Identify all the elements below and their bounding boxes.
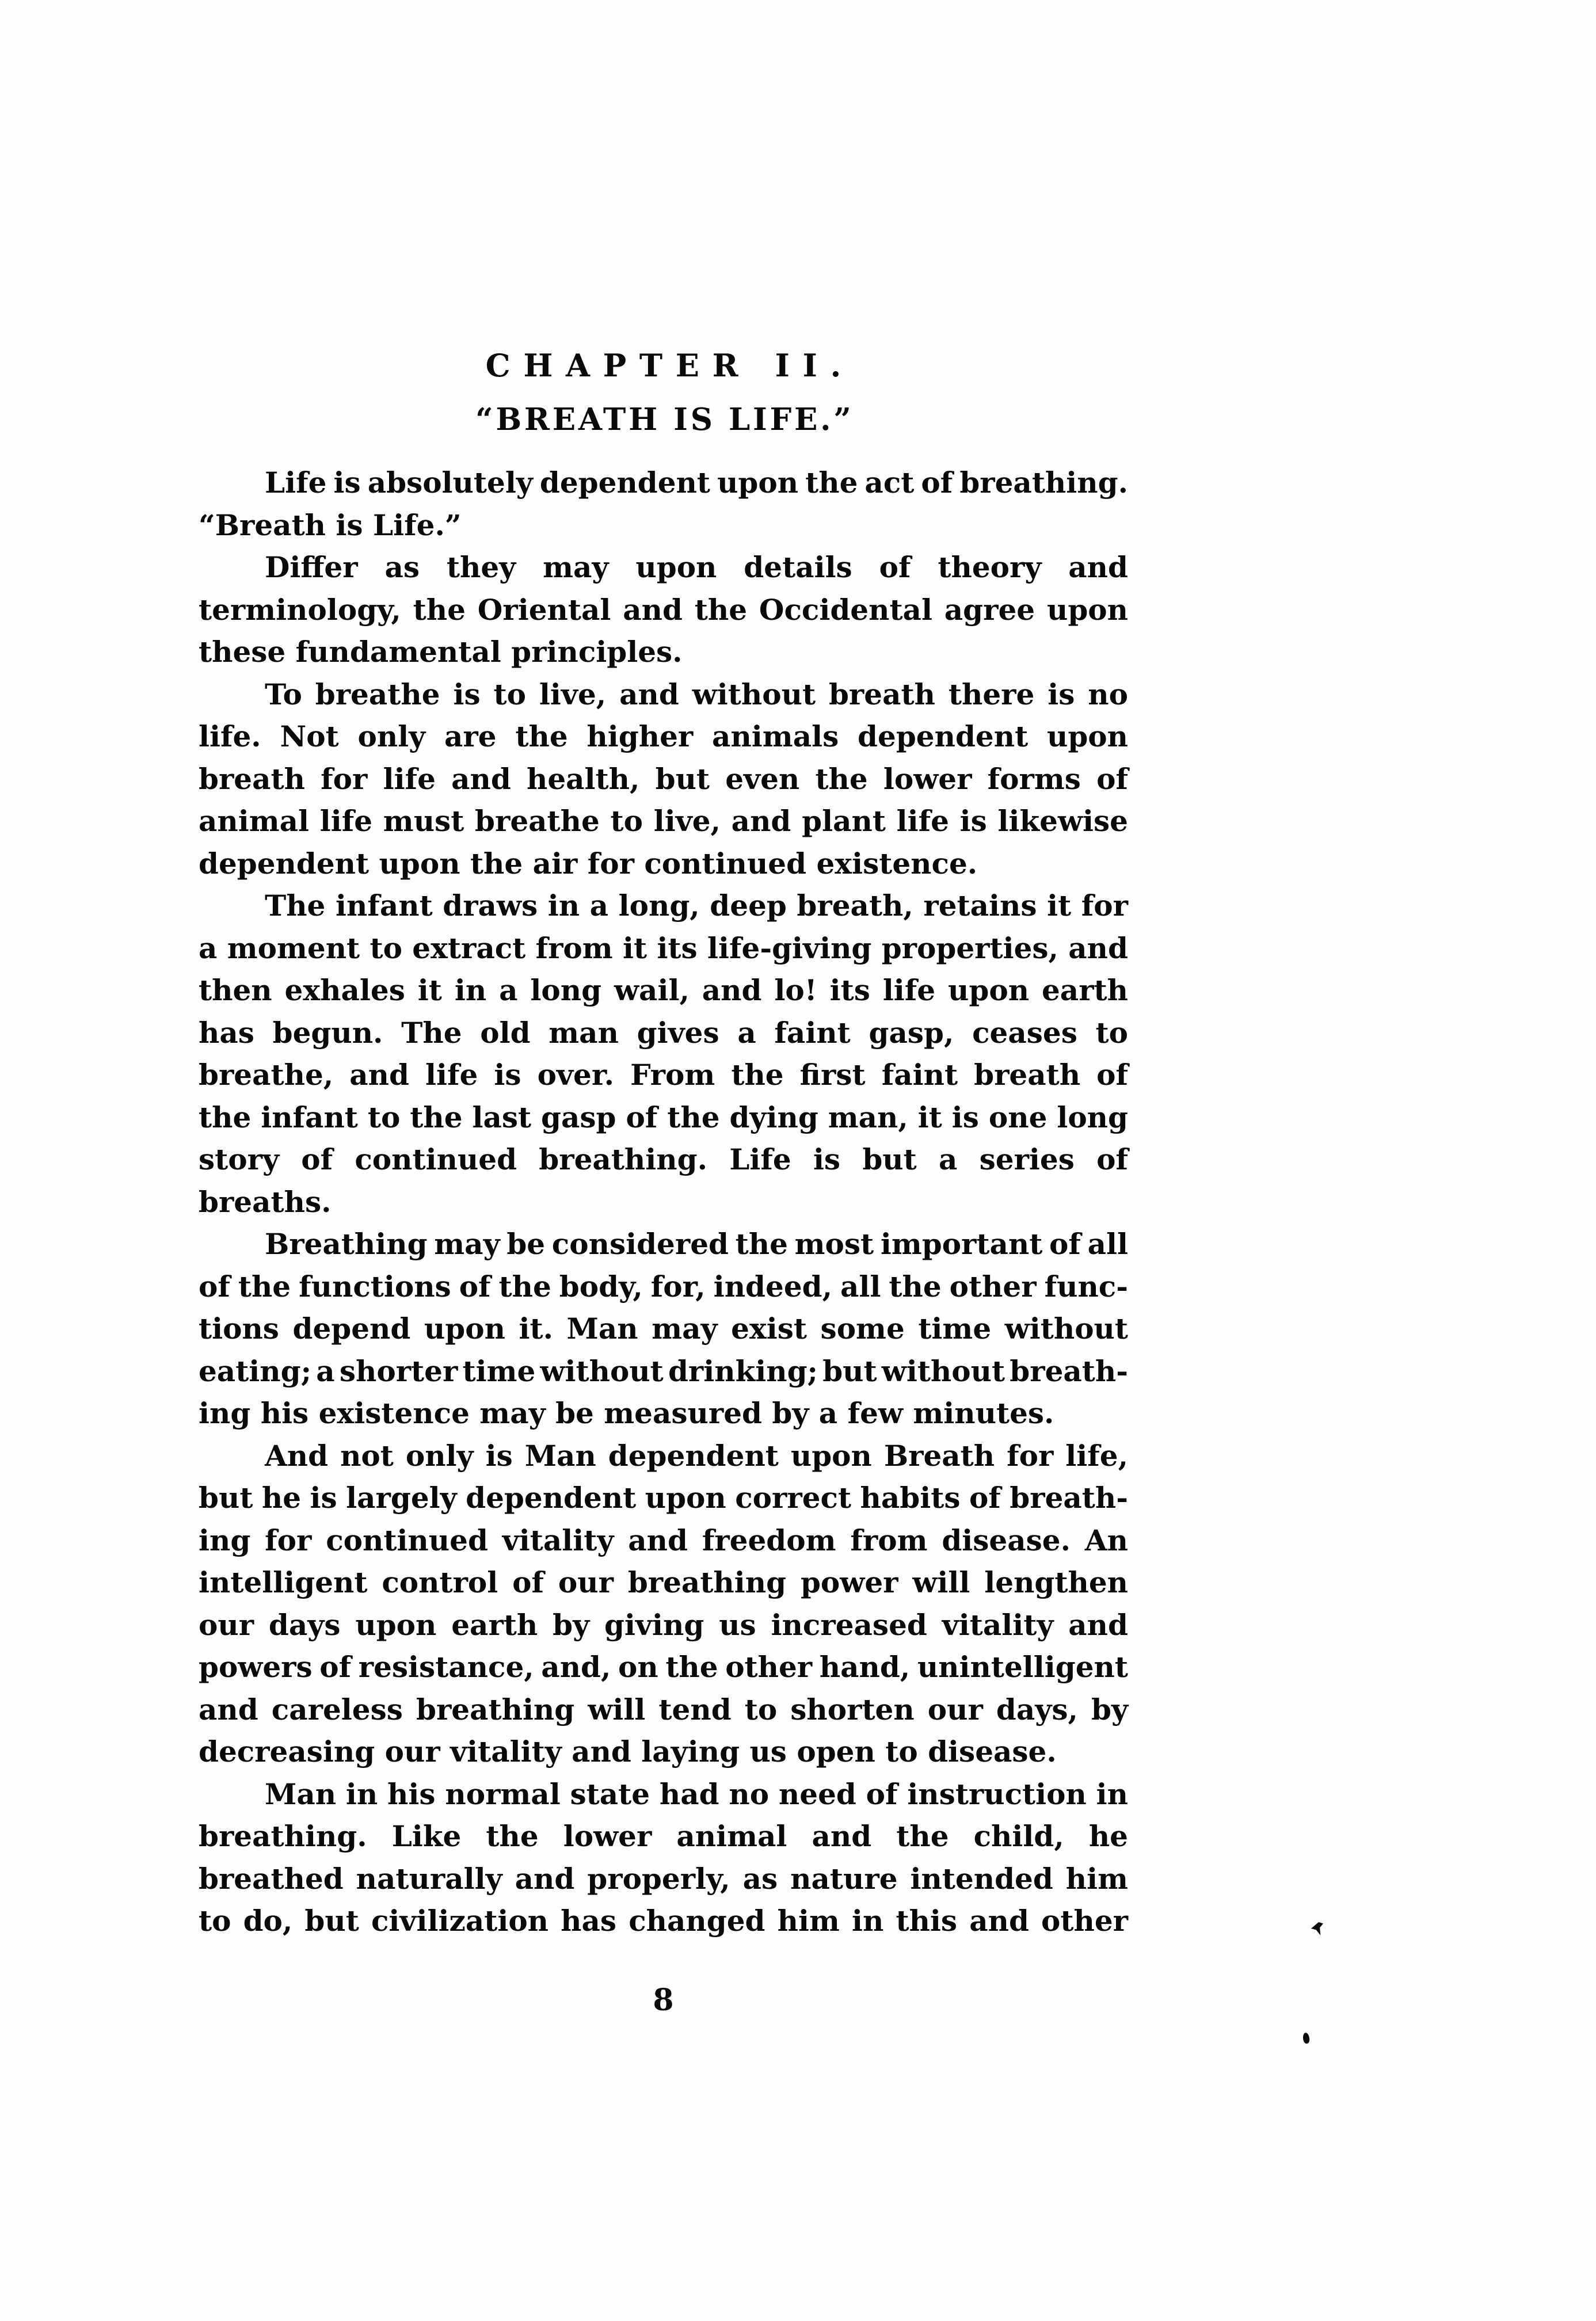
text-line-content: powers of resistance, and, on the other hand, unintelligent — [199, 1650, 1128, 1684]
text-line — [199, 1604, 1128, 1647]
paragraph — [199, 462, 1128, 546]
text-line-content: decreasing our vitality and laying us open to disease. — [199, 1735, 1057, 1769]
text-line-content: the infant to the last gasp of the dying man, it is one long — [199, 1100, 1128, 1134]
text-line-content: ing his existence may be measured by a few minutes. — [199, 1396, 1054, 1430]
ink-speck-dot-icon — [1302, 2032, 1311, 2044]
text-line — [199, 1308, 1128, 1350]
paragraph — [199, 885, 1128, 1223]
text-line-content: intelligent control of our breathing power will lengthen — [199, 1565, 1128, 1599]
text-line — [199, 715, 1128, 758]
text-line — [199, 758, 1128, 801]
text-line-content: To breathe is to live, and without breath there is no — [265, 677, 1128, 711]
text-line-content: And not only is Man dependent upon Breath for life, — [265, 1438, 1128, 1473]
text-line — [199, 1689, 1128, 1731]
text-line — [199, 673, 1128, 716]
text-line — [199, 589, 1128, 631]
text-line-content: these fundamental principles. — [199, 635, 683, 669]
text-line-content: eating; a shorter time without drinking; but without breath- — [199, 1354, 1128, 1388]
text-line — [199, 1266, 1128, 1308]
text-line-content: breaths. — [199, 1184, 332, 1219]
text-line-content: dependent upon the air for continued existence. — [199, 846, 978, 881]
ink-speck-arrow-icon — [1311, 1922, 1323, 1935]
text-line — [199, 1561, 1128, 1604]
text-line — [199, 1435, 1128, 1477]
page-number: 8 — [653, 1982, 674, 2018]
text-line-content: life. Not only are the higher animals dependent upon — [199, 719, 1128, 753]
text-line-content: breathing. Like the lower animal and the child, he — [199, 1819, 1128, 1853]
text-line — [199, 927, 1128, 970]
text-line-content: animal life must breathe to live, and plant life is likewise — [199, 804, 1128, 838]
text-line — [199, 885, 1128, 927]
text-line-content: of the functions of the body, for, indeed, all the other func- — [199, 1269, 1128, 1304]
text-line-content: “Breath is Life.” — [199, 508, 462, 542]
text-line — [199, 1392, 1128, 1435]
text-line — [199, 1477, 1128, 1519]
body-text — [199, 462, 1128, 1942]
text-line — [199, 969, 1128, 1012]
text-line-content: our days upon earth by giving us increased vitality and — [199, 1607, 1128, 1642]
text-line-content: breathed naturally and properly, as nature intended him — [199, 1861, 1128, 1896]
text-line — [199, 843, 1128, 885]
paragraph — [199, 673, 1128, 885]
text-block — [199, 344, 1128, 2022]
text-line-content: has begun. The old man gives a faint gasp, ceases to — [199, 1015, 1128, 1050]
text-line — [199, 1012, 1128, 1054]
text-line — [199, 546, 1128, 589]
text-line-content: tions depend upon it. Man may exist some time without — [199, 1312, 1128, 1346]
text-line — [199, 1731, 1128, 1773]
text-line-content: terminology, the Oriental and the Occidental agree upon — [199, 592, 1128, 627]
text-line — [199, 631, 1128, 673]
text-line-content: then exhales it in a long wail, and lo! its life upon earth — [199, 973, 1128, 1007]
text-line — [199, 1350, 1128, 1393]
text-line-content: a moment to extract from it its life-giving properties, and — [199, 931, 1128, 965]
text-line-content: The infant draws in a long, deep breath, retains it for — [265, 889, 1128, 923]
text-line — [199, 504, 1128, 547]
paragraph — [199, 1435, 1128, 1773]
paragraph — [199, 546, 1128, 673]
text-line — [199, 1181, 1128, 1224]
text-line-content: but he is largely dependent upon correct habits of breath- — [199, 1481, 1128, 1515]
text-line — [199, 1773, 1128, 1816]
text-line-content: Differ as they may upon details of theory and — [265, 550, 1128, 584]
text-line — [199, 800, 1128, 843]
text-line — [199, 1054, 1128, 1096]
text-line-content: Man in his normal state had no need of instruction in — [265, 1777, 1128, 1811]
text-line — [199, 1223, 1128, 1266]
text-line-content: and careless breathing will tend to shorten our days, by — [199, 1692, 1128, 1727]
text-line — [199, 462, 1128, 504]
text-line — [199, 1138, 1128, 1181]
text-line — [199, 1646, 1128, 1689]
paragraph — [199, 1223, 1128, 1435]
text-line-content: ing for continued vitality and freedom from disease. An — [199, 1523, 1128, 1557]
chapter-heading: CHAPTER II. — [485, 347, 854, 384]
text-line-content: breathe, and life is over. From the first faint breath of — [199, 1058, 1128, 1092]
text-line-content: breath for life and health, but even the lower forms of — [199, 761, 1128, 796]
text-line-content: Breathing may be considered the most important of all — [265, 1227, 1128, 1261]
text-line-content: Life is absolutely dependent upon the act of breathing. — [265, 466, 1128, 500]
text-line — [199, 1519, 1128, 1562]
text-line — [199, 1815, 1128, 1858]
text-line — [199, 1096, 1128, 1139]
paragraph — [199, 1773, 1128, 1942]
text-line — [199, 1858, 1128, 1900]
chapter-title: “BREATH IS LIFE.” — [475, 402, 854, 437]
text-line-content: to do, but civilization has changed him in this and other — [199, 1904, 1128, 1938]
text-line — [199, 1900, 1128, 1942]
text-line-content: story of continued breathing. Life is but a series of — [199, 1142, 1128, 1176]
